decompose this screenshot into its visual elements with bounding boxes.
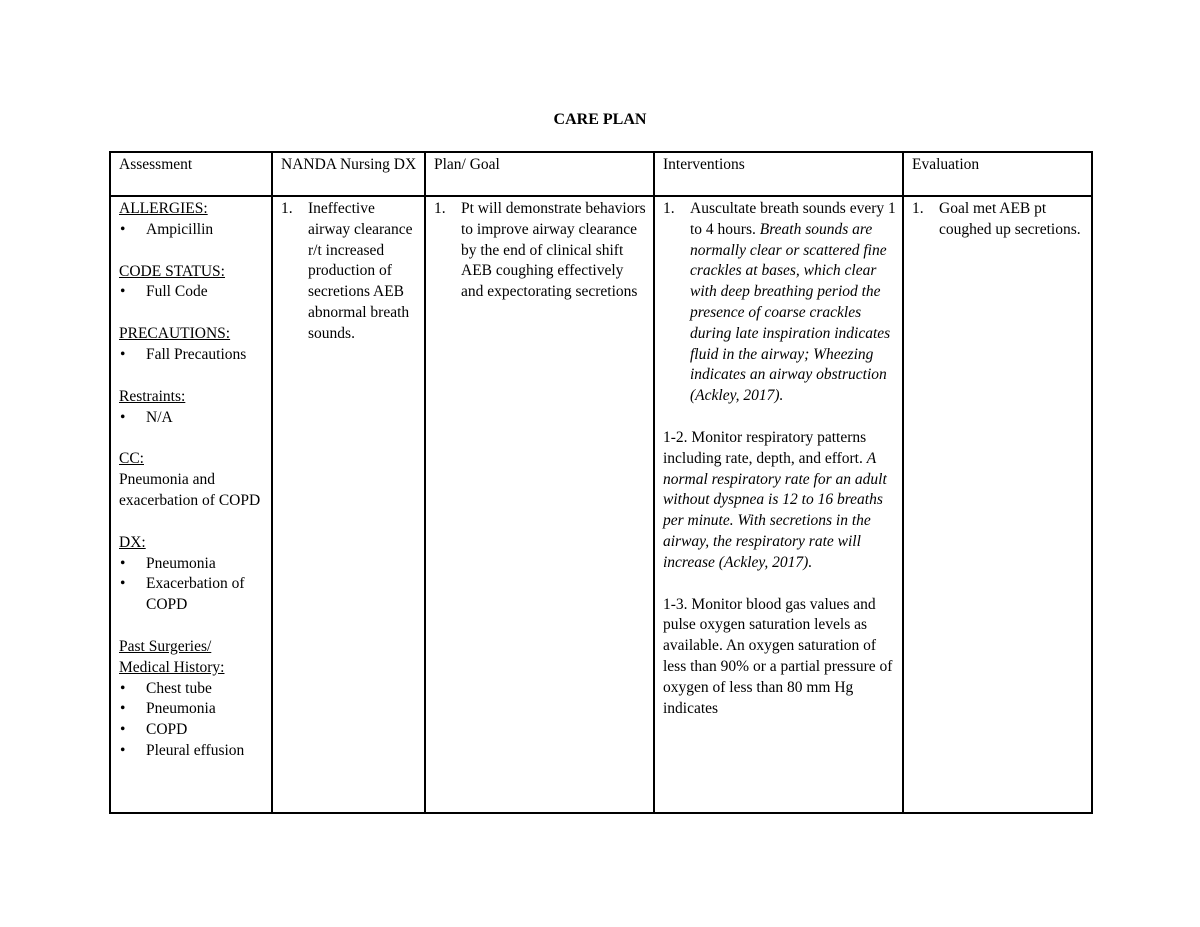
history-label-line2: Medical History:	[119, 658, 225, 676]
item-number: 1.	[663, 200, 675, 217]
list-item: • Chest tube	[119, 679, 265, 700]
interventions-cell	[654, 196, 903, 813]
intervention-item-3: 1-3. Monitor blood gas values and pulse oxygen saturation levels as available. An oxygen saturation of less than 90% or a partial pressure of oxygen of less than 80 mm Hg indicates	[663, 595, 893, 717]
restraints-list	[119, 408, 265, 429]
list-item: • Fall Precautions	[119, 345, 265, 366]
history-list	[119, 679, 265, 762]
list-item: • Pneumonia	[119, 699, 265, 720]
intervention-rationale: Breath sounds are normally clear or scattered fine crackles at bases, which clear with deep breathing period the presence of coarse crackles during late inspiration indicates fluid in the airway; Wheezing indicates an airway obstruction (Ackley, 2017).	[690, 220, 891, 405]
dx-list	[119, 554, 265, 616]
assessment-cell	[110, 196, 272, 813]
list-item: • COPD	[119, 720, 265, 741]
evaluation-text: Goal met AEB pt coughed up secretions.	[939, 200, 1081, 238]
page-title: CARE PLAN	[553, 111, 647, 128]
allergies-list	[119, 220, 265, 241]
precautions-list	[119, 345, 265, 366]
plan-item	[434, 199, 647, 303]
code-status-label: CODE STATUS:	[119, 262, 225, 280]
precautions-label: PRECAUTIONS:	[119, 325, 231, 343]
header-row	[110, 152, 1092, 196]
evaluation-list	[912, 199, 1085, 241]
interventions-list	[663, 199, 896, 407]
header-evaluation: Evaluation	[903, 152, 1092, 196]
list-item: • Pneumonia	[119, 554, 265, 575]
header-nanda: NANDA Nursing DX	[272, 152, 425, 196]
plan-goal-text: Pt will demonstrate behaviors to improve airway clearance by the end of clinical shift AEB coughing effectively and expectorating secretions	[461, 200, 646, 301]
dx-label: DX:	[119, 533, 146, 551]
intervention-action: 1-2. Monitor respiratory patterns including rate, depth, and effort.	[663, 428, 867, 467]
intervention-action: Auscultate breath sounds every 1 to 4 hours.	[690, 200, 896, 238]
cc-text: Pneumonia and exacerbation of COPD	[119, 471, 261, 509]
cc-label: CC:	[119, 450, 144, 468]
care-plan-table	[109, 151, 1093, 814]
list-item: • Exacerbation of COPD	[119, 574, 265, 616]
item-number: 1.	[912, 200, 924, 217]
header-assessment: Assessment	[110, 152, 272, 196]
history-label-line1: Past Surgeries/	[119, 637, 212, 655]
allergies-label: ALLERGIES:	[119, 200, 208, 217]
restraints-label: Restraints:	[119, 387, 186, 405]
plan-cell	[425, 196, 654, 813]
list-item: • Ampicillin	[119, 220, 265, 241]
evaluation-cell	[903, 196, 1092, 813]
intervention-item-1	[663, 199, 896, 407]
plan-list	[434, 199, 647, 303]
code-status-list	[119, 282, 265, 303]
nanda-list	[281, 199, 418, 345]
nanda-item	[281, 199, 418, 345]
header-interventions: Interventions	[654, 152, 903, 196]
nanda-cell	[272, 196, 425, 813]
evaluation-item	[912, 199, 1085, 241]
list-item: • Full Code	[119, 282, 265, 303]
intervention-item-2	[663, 428, 896, 574]
header-plan: Plan/ Goal	[425, 152, 654, 196]
list-item: • Pleural effusion	[119, 741, 265, 762]
list-item: • N/A	[119, 408, 265, 429]
content-row	[110, 196, 1092, 813]
item-number: 1.	[434, 200, 446, 217]
item-number: 1.	[281, 200, 293, 217]
nanda-diagnosis-text: Ineffective airway clearance r/t increased production of secretions AEB abnormal breath sounds.	[308, 200, 413, 342]
intervention-rationale: A normal respiratory rate for an adult without dyspnea is 12 to 16 breaths per minute. With secretions in the airway, the respiratory rate will increase (Ackley, 2017).	[663, 449, 887, 571]
